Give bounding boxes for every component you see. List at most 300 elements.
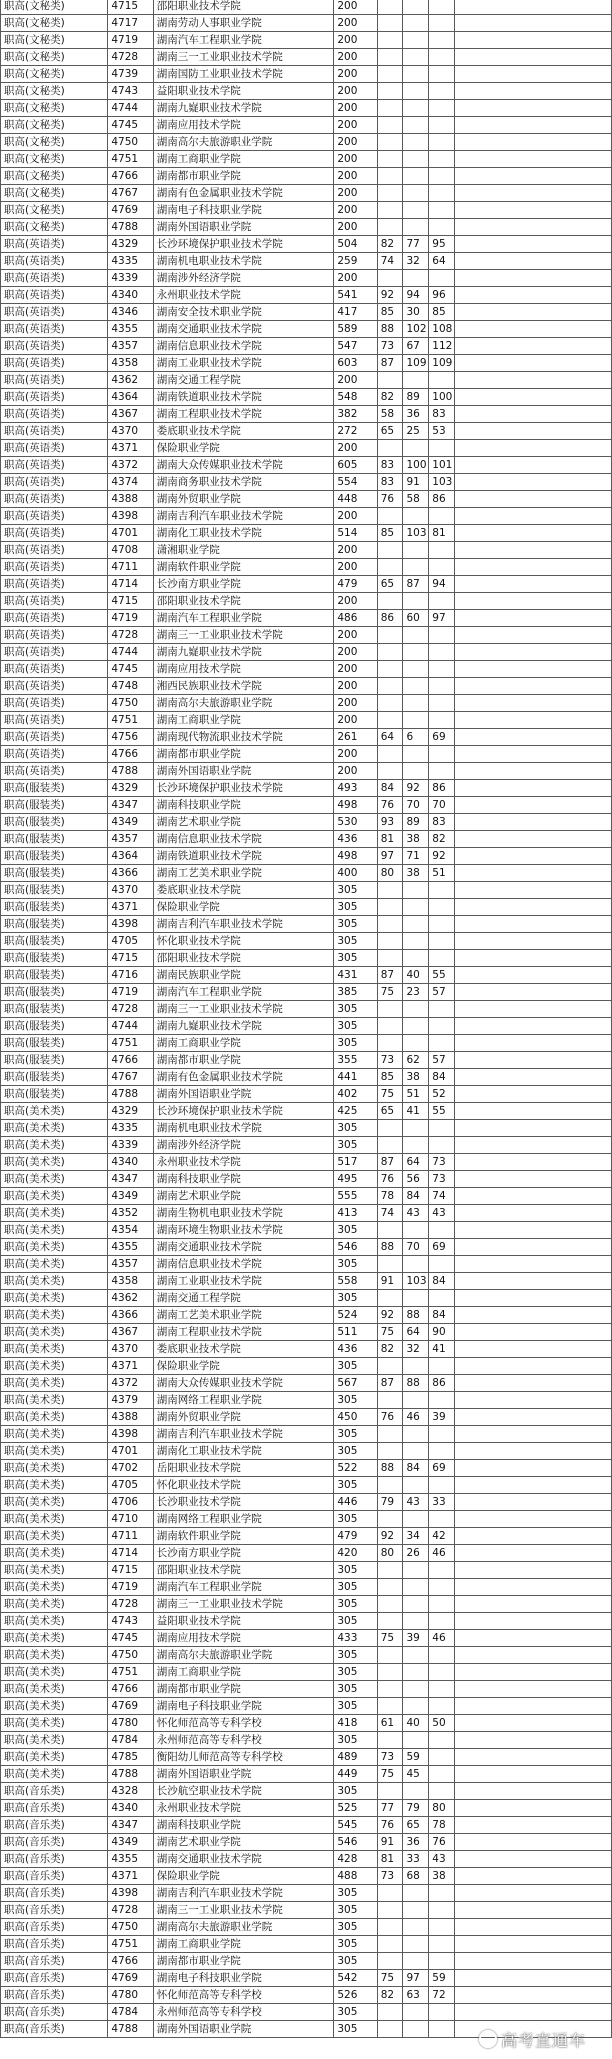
subject-score-2-cell (403, 1358, 429, 1375)
school-code-cell: 4340 (108, 287, 153, 304)
blank-cell (455, 1664, 612, 1681)
category-cell: 职高(音乐类) (1, 1919, 108, 1936)
subject-score-2-cell (403, 950, 429, 967)
table-row (1, 1681, 612, 1698)
min-score-cell: 382 (334, 406, 377, 423)
category-cell: 职高(美术类) (1, 1477, 108, 1494)
school-code-cell: 4788 (108, 219, 153, 236)
min-score-cell: 305 (334, 1290, 377, 1307)
min-score-cell: 305 (334, 1732, 377, 1749)
subject-score-2-cell: 71 (403, 848, 429, 865)
subject-score-1-cell: 88 (377, 1239, 403, 1256)
category-cell: 职高(服装类) (1, 831, 108, 848)
subject-score-1-cell (377, 83, 403, 100)
blank-cell (455, 644, 612, 661)
subject-score-2-cell (403, 1562, 429, 1579)
school-code-cell: 4767 (108, 1069, 153, 1086)
min-score-cell: 305 (334, 1035, 377, 1052)
table-row (1, 1273, 612, 1290)
school-name-cell: 邵阳职业技术学院 (153, 0, 334, 15)
subject-score-2-cell: 67 (403, 338, 429, 355)
blank-cell (455, 933, 612, 950)
subject-score-1-cell: 81 (377, 1851, 403, 1868)
min-score-cell: 436 (334, 1341, 377, 1358)
school-name-cell: 湖南应用技术学院 (153, 661, 334, 678)
subject-score-1-cell: 74 (377, 253, 403, 270)
category-cell: 职高(美术类) (1, 1307, 108, 1324)
blank-cell (455, 49, 612, 66)
min-score-cell: 545 (334, 1817, 377, 1834)
subject-score-1-cell (377, 2004, 403, 2021)
table-row (1, 848, 612, 865)
min-score-cell: 567 (334, 1375, 377, 1392)
table-row (1, 321, 612, 338)
subject-score-3-cell: 86 (429, 780, 455, 797)
table-row (1, 1800, 612, 1817)
subject-score-1-cell: 65 (377, 1103, 403, 1120)
table-row (1, 899, 612, 916)
blank-cell (455, 1239, 612, 1256)
subject-score-2-cell (403, 32, 429, 49)
school-name-cell: 怀化职业技术学院 (153, 933, 334, 950)
school-code-cell: 4371 (108, 440, 153, 457)
blank-cell (455, 729, 612, 746)
min-score-cell: 305 (334, 1885, 377, 1902)
watermark (479, 2028, 586, 2051)
school-code-cell: 4705 (108, 1477, 153, 1494)
subject-score-2-cell: 34 (403, 1528, 429, 1545)
subject-score-1-cell (377, 508, 403, 525)
category-cell: 职高(英语类) (1, 338, 108, 355)
category-cell: 职高(文秘类) (1, 202, 108, 219)
subject-score-2-cell (403, 66, 429, 83)
blank-cell (455, 1613, 612, 1630)
subject-score-2-cell (403, 916, 429, 933)
category-cell: 职高(美术类) (1, 1766, 108, 1783)
category-cell: 职高(英语类) (1, 746, 108, 763)
min-score-cell: 200 (334, 83, 377, 100)
blank-cell (455, 1834, 612, 1851)
subject-score-2-cell (403, 1035, 429, 1052)
school-name-cell: 长沙南方职业学院 (153, 1545, 334, 1562)
subject-score-1-cell (377, 678, 403, 695)
blank-cell (455, 814, 612, 831)
subject-score-3-cell (429, 1936, 455, 1953)
subject-score-2-cell (403, 542, 429, 559)
school-code-cell: 4766 (108, 168, 153, 185)
blank-cell (455, 1086, 612, 1103)
table-row (1, 1052, 612, 1069)
blank-cell (455, 1171, 612, 1188)
min-score-cell: 449 (334, 1766, 377, 1783)
category-cell: 职高(英语类) (1, 610, 108, 627)
category-cell: 职高(服装类) (1, 1069, 108, 1086)
subject-score-3-cell (429, 1256, 455, 1273)
subject-score-2-cell (403, 1596, 429, 1613)
min-score-cell: 546 (334, 1239, 377, 1256)
table-row (1, 338, 612, 355)
min-score-cell: 589 (334, 321, 377, 338)
table-row (1, 1936, 612, 1953)
subject-score-2-cell (403, 1001, 429, 1018)
subject-score-1-cell (377, 1137, 403, 1154)
blank-cell (455, 559, 612, 576)
subject-score-3-cell (429, 185, 455, 202)
subject-score-2-cell (403, 1664, 429, 1681)
subject-score-1-cell: 76 (377, 1171, 403, 1188)
subject-score-1-cell (377, 1953, 403, 1970)
subject-score-2-cell (403, 1426, 429, 1443)
category-cell: 职高(音乐类) (1, 1868, 108, 1885)
subject-score-3-cell: 86 (429, 1375, 455, 1392)
school-name-cell: 湖南工商职业学院 (153, 151, 334, 168)
subject-score-3-cell: 64 (429, 253, 455, 270)
subject-score-3-cell: 69 (429, 729, 455, 746)
subject-score-2-cell (403, 1443, 429, 1460)
table-row (1, 1222, 612, 1239)
school-name-cell: 湘西民族职业技术学院 (153, 678, 334, 695)
school-name-cell: 保险职业学院 (153, 1358, 334, 1375)
subject-score-1-cell (377, 712, 403, 729)
school-code-cell: 4751 (108, 1035, 153, 1052)
subject-score-1-cell: 83 (377, 474, 403, 491)
category-cell: 职高(服装类) (1, 1001, 108, 1018)
subject-score-1-cell: 91 (377, 1834, 403, 1851)
subject-score-2-cell: 79 (403, 1800, 429, 1817)
subject-score-3-cell (429, 1647, 455, 1664)
subject-score-1-cell (377, 49, 403, 66)
table-row (1, 1018, 612, 1035)
subject-score-2-cell (403, 1120, 429, 1137)
subject-score-1-cell (377, 644, 403, 661)
min-score-cell: 200 (334, 49, 377, 66)
table-row (1, 304, 612, 321)
min-score-cell: 259 (334, 253, 377, 270)
school-code-cell: 4347 (108, 797, 153, 814)
school-code-cell: 4766 (108, 1953, 153, 1970)
table-row (1, 117, 612, 134)
category-cell: 职高(英语类) (1, 763, 108, 780)
min-score-cell: 200 (334, 100, 377, 117)
subject-score-2-cell: 43 (403, 1494, 429, 1511)
subject-score-3-cell: 84 (429, 1069, 455, 1086)
category-cell: 职高(服装类) (1, 1052, 108, 1069)
subject-score-1-cell: 81 (377, 831, 403, 848)
table-row (1, 1341, 612, 1358)
table-row (1, 1545, 612, 1562)
school-code-cell: 4745 (108, 661, 153, 678)
blank-cell (455, 950, 612, 967)
min-score-cell: 200 (334, 270, 377, 287)
min-score-cell: 305 (334, 1137, 377, 1154)
school-code-cell: 4714 (108, 576, 153, 593)
subject-score-3-cell (429, 1766, 455, 1783)
category-cell: 职高(英语类) (1, 678, 108, 695)
subject-score-3-cell (429, 508, 455, 525)
subject-score-1-cell (377, 763, 403, 780)
subject-score-3-cell: 83 (429, 814, 455, 831)
school-name-cell: 湖南铁道职业技术学院 (153, 848, 334, 865)
table-row (1, 1511, 612, 1528)
school-code-cell: 4788 (108, 2021, 153, 2038)
category-cell: 职高(英语类) (1, 644, 108, 661)
table-row (1, 933, 612, 950)
subject-score-3-cell (429, 1018, 455, 1035)
school-name-cell: 湖南安全技术职业学院 (153, 304, 334, 321)
subject-score-3-cell: 86 (429, 491, 455, 508)
blank-cell (455, 1290, 612, 1307)
subject-score-2-cell (403, 15, 429, 32)
category-cell: 职高(美术类) (1, 1120, 108, 1137)
subject-score-1-cell: 76 (377, 491, 403, 508)
watermark-logo-icon (479, 2030, 497, 2048)
category-cell: 职高(英语类) (1, 372, 108, 389)
subject-score-3-cell: 43 (429, 1205, 455, 1222)
subject-score-3-cell (429, 1477, 455, 1494)
subject-score-3-cell (429, 1885, 455, 1902)
category-cell: 职高(美术类) (1, 1290, 108, 1307)
subject-score-1-cell: 61 (377, 1715, 403, 1732)
min-score-cell: 200 (334, 440, 377, 457)
blank-cell (455, 1919, 612, 1936)
school-code-cell: 4708 (108, 542, 153, 559)
subject-score-1-cell: 80 (377, 1545, 403, 1562)
school-code-cell: 4379 (108, 1392, 153, 1409)
min-score-cell: 517 (334, 1154, 377, 1171)
subject-score-3-cell: 85 (429, 304, 455, 321)
blank-cell (455, 1766, 612, 1783)
blank-cell (455, 0, 612, 15)
table-row (1, 1613, 612, 1630)
table-row (1, 1902, 612, 1919)
school-code-cell: 4717 (108, 15, 153, 32)
category-cell: 职高(文秘类) (1, 32, 108, 49)
min-score-cell: 305 (334, 899, 377, 916)
school-name-cell: 湖南九嶷职业技术学院 (153, 644, 334, 661)
blank-cell (455, 1137, 612, 1154)
blank-cell (455, 746, 612, 763)
subject-score-1-cell: 73 (377, 1868, 403, 1885)
subject-score-3-cell: 43 (429, 1851, 455, 1868)
min-score-cell: 200 (334, 746, 377, 763)
subject-score-1-cell (377, 1018, 403, 1035)
school-code-cell: 4340 (108, 1800, 153, 1817)
min-score-cell: 479 (334, 1528, 377, 1545)
school-name-cell: 湖南工业职业技术学院 (153, 1273, 334, 1290)
school-code-cell: 4788 (108, 1766, 153, 1783)
subject-score-1-cell: 82 (377, 1341, 403, 1358)
subject-score-3-cell (429, 644, 455, 661)
subject-score-3-cell: 33 (429, 1494, 455, 1511)
blank-cell (455, 1358, 612, 1375)
category-cell: 职高(文秘类) (1, 151, 108, 168)
blank-cell (455, 406, 612, 423)
subject-score-1-cell (377, 882, 403, 899)
blank-cell (455, 1409, 612, 1426)
school-name-cell: 长沙环境保护职业技术学院 (153, 1103, 334, 1120)
subject-score-1-cell (377, 134, 403, 151)
table-row (1, 1528, 612, 1545)
blank-cell (455, 1783, 612, 1800)
min-score-cell: 605 (334, 457, 377, 474)
min-score-cell: 495 (334, 1171, 377, 1188)
table-row (1, 1579, 612, 1596)
school-name-cell: 湖南外贸职业学院 (153, 491, 334, 508)
subject-score-3-cell: 101 (429, 457, 455, 474)
subject-score-3-cell (429, 1222, 455, 1239)
school-code-cell: 4711 (108, 1528, 153, 1545)
school-code-cell: 4370 (108, 1341, 153, 1358)
blank-cell (455, 1800, 612, 1817)
subject-score-3-cell (429, 1579, 455, 1596)
min-score-cell: 305 (334, 882, 377, 899)
category-cell: 职高(服装类) (1, 899, 108, 916)
subject-score-1-cell: 65 (377, 576, 403, 593)
subject-score-3-cell (429, 1511, 455, 1528)
subject-score-2-cell (403, 117, 429, 134)
subject-score-2-cell (403, 134, 429, 151)
school-name-cell: 湖南交通工程学院 (153, 372, 334, 389)
blank-cell (455, 1222, 612, 1239)
subject-score-3-cell (429, 542, 455, 559)
subject-score-2-cell (403, 1953, 429, 1970)
school-code-cell: 4335 (108, 1120, 153, 1137)
table-row (1, 542, 612, 559)
subject-score-1-cell (377, 15, 403, 32)
min-score-cell: 385 (334, 984, 377, 1001)
subject-score-2-cell: 32 (403, 1341, 429, 1358)
subject-score-2-cell (403, 1392, 429, 1409)
subject-score-3-cell: 109 (429, 355, 455, 372)
blank-cell (455, 1426, 612, 1443)
min-score-cell: 413 (334, 1205, 377, 1222)
school-code-cell: 4756 (108, 729, 153, 746)
blank-cell (455, 1596, 612, 1613)
min-score-cell: 305 (334, 1018, 377, 1035)
category-cell: 职高(美术类) (1, 1392, 108, 1409)
subject-score-2-cell: 25 (403, 423, 429, 440)
subject-score-2-cell: 84 (403, 1188, 429, 1205)
min-score-cell: 547 (334, 338, 377, 355)
subject-score-3-cell: 90 (429, 1324, 455, 1341)
school-name-cell: 湖南国防工业职业技术学院 (153, 66, 334, 83)
subject-score-3-cell: 78 (429, 1817, 455, 1834)
category-cell: 职高(服装类) (1, 865, 108, 882)
table-row (1, 1868, 612, 1885)
category-cell: 职高(音乐类) (1, 2021, 108, 2038)
subject-score-2-cell (403, 1885, 429, 1902)
school-name-cell: 长沙南方职业学院 (153, 576, 334, 593)
school-code-cell: 4388 (108, 491, 153, 508)
table-row (1, 712, 612, 729)
school-name-cell: 湖南工商职业学院 (153, 712, 334, 729)
subject-score-1-cell (377, 117, 403, 134)
category-cell: 职高(美术类) (1, 1409, 108, 1426)
subject-score-1-cell (377, 1222, 403, 1239)
subject-score-2-cell: 38 (403, 1069, 429, 1086)
blank-cell (455, 2004, 612, 2021)
school-code-cell: 4769 (108, 1698, 153, 1715)
table-row (1, 270, 612, 287)
school-name-cell: 湖南都市职业学院 (153, 168, 334, 185)
table-row (1, 1120, 612, 1137)
subject-score-1-cell: 58 (377, 406, 403, 423)
school-code-cell: 4719 (108, 984, 153, 1001)
subject-score-1-cell: 97 (377, 848, 403, 865)
min-score-cell: 200 (334, 32, 377, 49)
school-name-cell: 湖南工商职业学院 (153, 1664, 334, 1681)
min-score-cell: 526 (334, 1987, 377, 2004)
blank-cell (455, 1970, 612, 1987)
subject-score-2-cell (403, 695, 429, 712)
min-score-cell: 305 (334, 916, 377, 933)
min-score-cell: 305 (334, 1562, 377, 1579)
school-code-cell: 4715 (108, 0, 153, 15)
subject-score-3-cell (429, 49, 455, 66)
table-row (1, 950, 612, 967)
blank-cell (455, 1324, 612, 1341)
subject-score-3-cell (429, 134, 455, 151)
subject-score-2-cell: 32 (403, 253, 429, 270)
school-code-cell: 4354 (108, 1222, 153, 1239)
blank-cell (455, 1528, 612, 1545)
school-name-cell: 湖南信息职业技术学院 (153, 831, 334, 848)
table-row (1, 1698, 612, 1715)
subject-score-2-cell: 88 (403, 1307, 429, 1324)
school-name-cell: 湖南交通职业技术学院 (153, 1851, 334, 1868)
blank-cell (455, 848, 612, 865)
subject-score-3-cell: 55 (429, 1103, 455, 1120)
school-name-cell: 湖南吉利汽车职业技术学院 (153, 1885, 334, 1902)
table-row (1, 168, 612, 185)
table-row (1, 695, 612, 712)
min-score-cell: 603 (334, 355, 377, 372)
school-name-cell: 湖南科技职业学院 (153, 797, 334, 814)
category-cell: 职高(音乐类) (1, 1834, 108, 1851)
table-row (1, 814, 612, 831)
subject-score-1-cell (377, 1647, 403, 1664)
subject-score-3-cell (429, 168, 455, 185)
table-row (1, 66, 612, 83)
category-cell: 职高(服装类) (1, 848, 108, 865)
category-cell: 职高(音乐类) (1, 1783, 108, 1800)
table-row (1, 610, 612, 627)
min-score-cell: 555 (334, 1188, 377, 1205)
school-code-cell: 4355 (108, 1851, 153, 1868)
blank-cell (455, 1120, 612, 1137)
blank-cell (455, 1035, 612, 1052)
school-name-cell: 娄底职业技术学院 (153, 423, 334, 440)
table-row (1, 1715, 612, 1732)
school-code-cell: 4784 (108, 2004, 153, 2021)
min-score-cell: 305 (334, 1222, 377, 1239)
subject-score-2-cell: 89 (403, 389, 429, 406)
min-score-cell: 488 (334, 1868, 377, 1885)
school-name-cell: 湖南科技职业学院 (153, 1171, 334, 1188)
subject-score-3-cell: 95 (429, 236, 455, 253)
category-cell: 职高(音乐类) (1, 1885, 108, 1902)
blank-cell (455, 83, 612, 100)
category-cell: 职高(美术类) (1, 1154, 108, 1171)
school-name-cell: 保险职业学院 (153, 899, 334, 916)
table-row (1, 1392, 612, 1409)
subject-score-2-cell (403, 2004, 429, 2021)
table-row (1, 746, 612, 763)
category-cell: 职高(服装类) (1, 950, 108, 967)
subject-score-3-cell: 83 (429, 406, 455, 423)
table-body (1, 0, 612, 2038)
min-score-cell: 355 (334, 1052, 377, 1069)
